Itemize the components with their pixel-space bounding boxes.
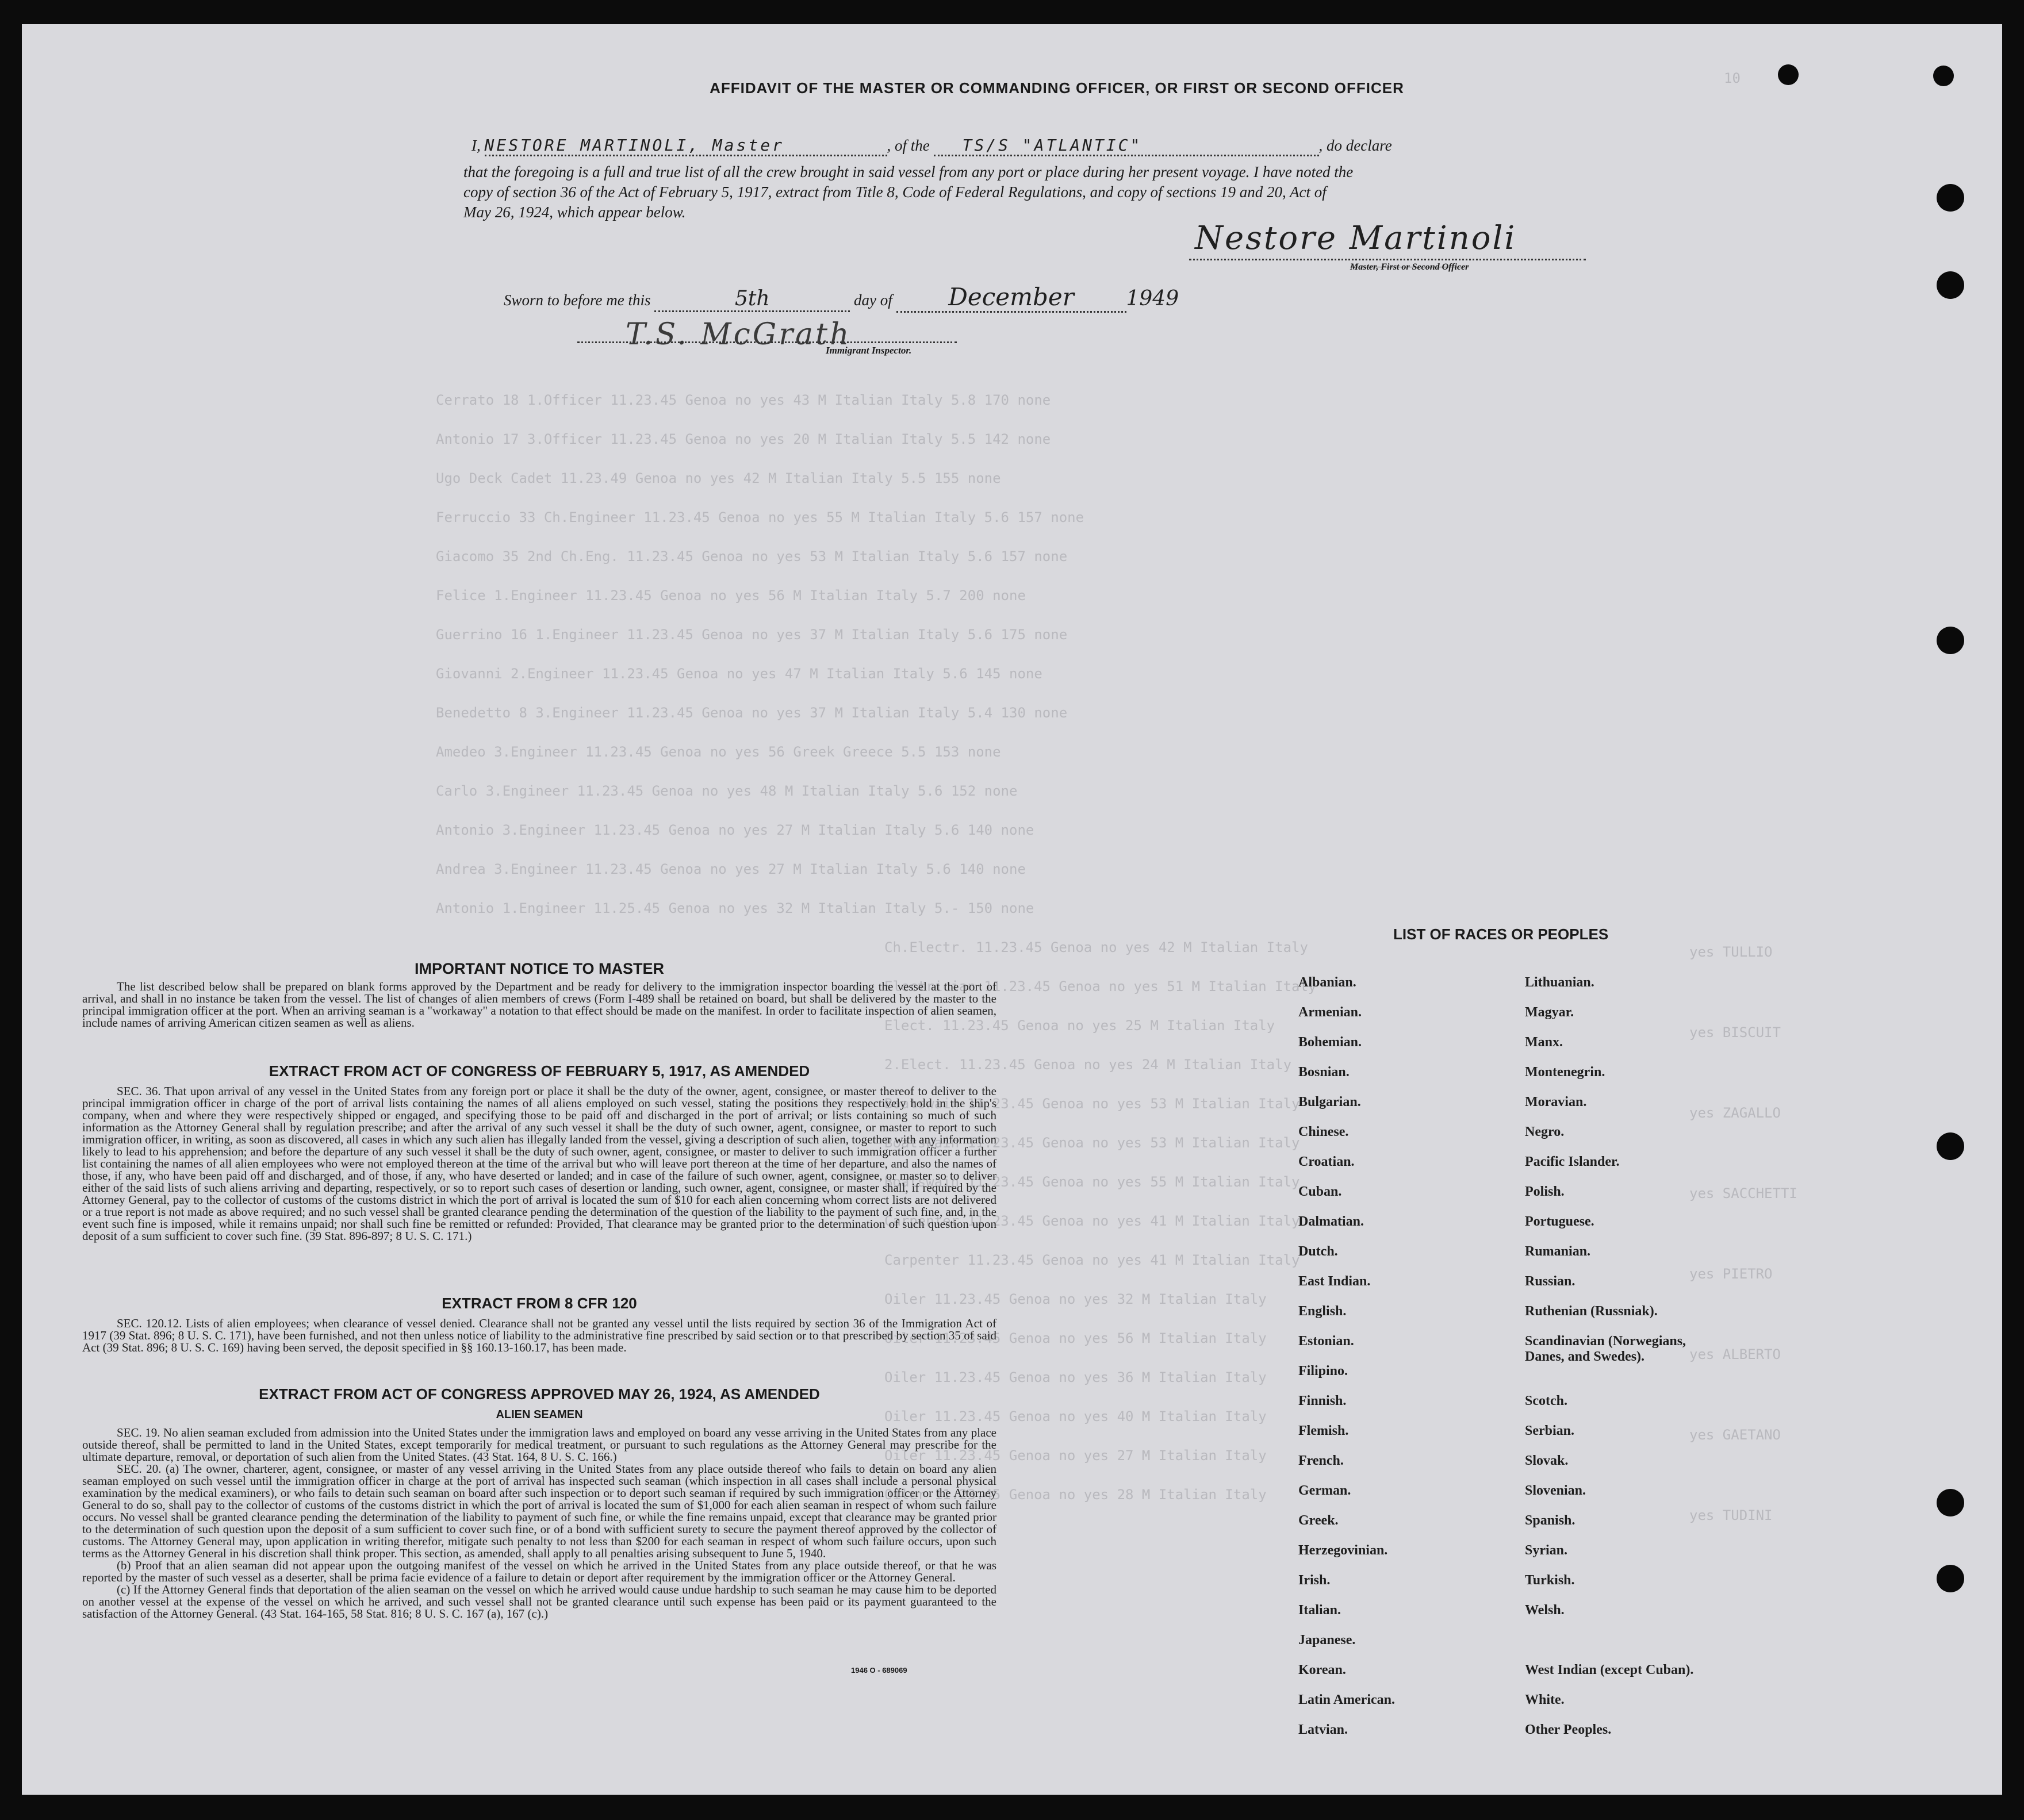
sec19-text: SEC. 19. No alien seaman excluded from admission into the United States under the immigration laws and employed on board any vesse arriving in the United States from any place outside thereof, shall be permitted to land in the United States, except temporarily for medical treatment, or pursuant to such regulations as the Attorney General may prescribe for the ultimate departure, removal, or deportation of such alien from the United States. (43 Stat. 164, 8 U. S. C. 166.) [82,1426,996,1464]
punch-hole [1937,184,1964,212]
race-left-item: Japanese. [1298,1633,1356,1648]
race-left-item: Flemish. [1298,1423,1349,1438]
do-declare-label: , do declare [1318,137,1392,154]
form-sheet [22,24,2002,1795]
race-left-item: Latvian. [1298,1722,1348,1737]
race-left-item: Filipino. [1298,1364,1348,1379]
race-left-item: Bohemian. [1298,1035,1362,1050]
race-left-item: Estonian. [1298,1334,1354,1349]
race-right-item: Pacific Islander. [1525,1154,1620,1169]
extract-1924-subheading: ALIEN SEAMEN [496,1408,583,1421]
master-signature-line [1189,259,1586,260]
master-signature: Nestore Martinoli [1195,220,1517,257]
race-right-item: Slovenian. [1525,1483,1586,1498]
race-right-item: Rumanian. [1525,1244,1591,1259]
inspector-signature: T.S. McGrath [626,317,852,352]
race-right-item: Serbian. [1525,1423,1575,1438]
race-left-item: Korean. [1298,1662,1346,1677]
race-right-item: West Indian (except Cuban). [1525,1662,1694,1677]
master-caption: Master, First or Second Officer [1350,262,1469,272]
extract-cfr-heading: EXTRACT FROM 8 CFR 120 [442,1295,637,1312]
race-left-item: Chinese. [1298,1124,1349,1139]
race-right-item: Scotch. [1525,1393,1567,1408]
race-left-item: Greek. [1298,1513,1339,1528]
race-right-item: Russian. [1525,1274,1575,1289]
race-right-item: Ruthenian (Russniak). [1525,1304,1658,1319]
race-right-item: Other Peoples. [1525,1722,1612,1737]
declaration-body [463,162,1631,222]
punch-hole [1937,271,1964,299]
sworn-month-field: December [896,283,1126,313]
declaration-body-line3: May 26, 1924, which appear below. [463,203,686,221]
of-the-label: , of the [887,137,930,154]
race-left-item: Croatian. [1298,1154,1355,1169]
sec20b-text: (b) Proof that an alien seaman did not appear upon the outgoing manifest of the vessel on which he arrived in the United States from any place outside thereof, or that he was reported by the master of such vessel as a deserter, shall be prima facie evidence of a failure to detain or deport after requirement by the immigration officer or the Attorney General. [82,1558,996,1584]
race-left-item: English. [1298,1304,1347,1319]
notice-heading: IMPORTANT NOTICE TO MASTER [415,960,664,977]
race-right-item: Spanish. [1525,1513,1575,1528]
sworn-year-field: 1949 [1126,287,1179,310]
sworn-day-field: 5th [654,287,850,312]
extract-cfr-text: SEC. 120.12. Lists of alien employees; when clearance of vessel denied. Clearance shall not be granted any vessel until the lists required by section 36 of the Immigration Act of 1917 (39 Stat. 896; 8 U. S. C. 171), have been furnished, and not then unless notice of liability to the administrative fine prescribed by said section or to that prescribed by section 35 of said Act (39 Stat. 896; 8 U. S. C. 169) having been served, the deposit specified in §§ 160.13-160.17, has been made. [82,1316,996,1354]
extract-1924-heading: EXTRACT FROM ACT OF CONGRESS APPROVED MAY 26, 1924, AS AMENDED [259,1385,820,1403]
declaration-line [471,136,1621,156]
declaration-body-line1: that the foregoing is a full and true list of all the crew brought in said vessel from any port or place during her present voyage. I have noted the [463,163,1354,181]
sec20-text: SEC. 20. (a) The owner, charterer, agent, consignee, or master of any vessel arriving in the United States from any place outside thereof who fails to detain on board any alien seaman employed on such vessel until the immigration officer in charge at the port of arrival has inspected such seaman (which inspection in all cases shall include a personal physical examination by the medical examiners), or who fails to detain such seaman on board after such inspection or to deport such seaman if required by such immigration officer or the Attorney General to do so, shall pay to the collector of customs of the customs district in which the port of arrival is located the sum of $1,000 for each alien seaman in respect of whom such failure occurs. No vessel shall be granted clearance pending the determination of the liability to payment of such fine, or while the fine remains unpaid, except that clearance may be granted prior to the determination of such question upon the deposit of a sum sufficient to cover such fine, or of a bond with sufficient surety to secure the payment thereof approved by the collector of customs. The Attorney General may, upon application in writing therefor, mitigate such penalty to not less than $200 for each seaman in respect of whom such failure occurs, upon such terms as the Attorney General in his discretion shall think proper. This section, as amended, shall apply to all penalties arising subsequent to June 5, 1940. [82,1462,996,1560]
race-left-item: Irish. [1298,1573,1331,1588]
race-right-item: Portuguese. [1525,1214,1594,1229]
race-right-item: Welsh. [1525,1603,1565,1618]
race-right-item: Magyar. [1525,1005,1574,1020]
notice-text: The list described below shall be prepared on blank forms approved by the Department and be ready for delivery to the immigration inspector boarding the vessel at the port of arrival, and shall in no instance be taken from the vessel. The list of changes of alien members of crews (Form I-489 shall be retained on board, but shall be delivered by the master to the principal immigration officer at the port. When an arriving seaman is a "workaway" a notation to that effect should be made on the manifest. In order to facilitate inspection of alien seamen, include names of arriving American citizen seamen as well as aliens. [82,980,996,1030]
race-right-item: Slovak. [1525,1453,1569,1468]
race-right-item: Syrian. [1525,1543,1568,1558]
race-left-item: Finnish. [1298,1393,1347,1408]
i-prefix: I, [471,137,481,154]
race-right-item: Manx. [1525,1035,1563,1050]
extract-1917-heading: EXTRACT FROM ACT OF CONGRESS OF FEBRUARY 5, 1917, AS AMENDED [269,1062,810,1080]
race-right-item: Moravian. [1525,1095,1587,1109]
bleed-through-background: 10 Cerrato 18 1.Officer 11.23.45 Genoa no yes 43 M Italian Italy 5.8 170 none Antonio 17 3.Officer 11.23.45 Genoa no yes 20 M Italian Italy 5.5 142 none Ugo Deck Cadet 11.23.49 Genoa no yes 42 M Italian Italy 5.5 155 none Ferruccio 33 Ch.Engineer 11.23.45 Genoa no yes 55 M Italian Italy 5.6 157 none Giacomo 35 2nd Ch.Eng. 11.23.45 Genoa no yes 53 M Italian Italy 5.6 157 none Felice 1.Engineer 11.23.45 Genoa no yes 56 M Italian Italy 5.7 200 none Guerrino 16 1.Engineer 11.23.45 Genoa no yes 37 M Italian Italy 5.6 175 none Giovanni 2.Engineer 11.23.45 Genoa no yes 47 M Italian Italy 5.6 145 none Benedetto 8 3.Engineer 11.23.45 Genoa no yes 37 M Italian Italy 5.4 130 none Amedeo 3.Engineer 11.23.45 Genoa no yes 56 Greek Greece 5.5 153 none Carlo 3.Engineer 11.23.45 Genoa no yes 48 M Italian Italy 5.6 152 none Antonio 3.Engineer 11.23.45 Genoa no yes 27 M Italian Italy 5.6 140 none Andrea 3.Engineer 11.23.45 Genoa no yes 27 M Italian Italy 5.6 140 none Antonio 1.Engineer 11.25.45 Genoa no yes 32 M Italian Italy 5.- 150 none Ch.Electr. 11.23.45 Genoa no yes 42 M Italian Italy Electrician 11.23.45 Genoa no yes 51 M Italian Italy Elect. 11.23.45 Genoa no yes 25 M Italian Italy 2.Elect. 11.23.45 Genoa no yes 24 M Italian Italy Boatswain 11.23.45 Genoa no yes 53 M Italian Italy Boatswain 11.23.45 Genoa no yes 53 M Italian Italy Boatswain 11.23.45 Genoa no yes 55 M Italian Italy Carpenter 11.23.45 Genoa no yes 41 M Italian Italy Carpenter 11.23.45 Genoa no yes 41 M Italian Italy Oiler 11.23.45 Genoa no yes 32 M Italian Italy Oiler 11.23.45 Genoa no yes 56 M Italian Italy Oiler 11.23.45 Genoa no yes 36 M Italian Italy Oiler 11.23.45 Genoa no yes 40 M Italian Italy Oiler 11.23.45 Genoa no yes 27 M Italian Italy Oiler 11.23.45 Genoa no yes 28 M Italian Italy yes TULLIO yes BISCUIT yes ZAGALLO yes SACCHETTI yes PIETRO yes ALBERTO yes GAETANO yes TUDINI [436,70,1797,1523]
punch-hole [1937,1489,1964,1516]
race-left-item: Dutch. [1298,1244,1338,1259]
affidavit-title: AFFIDAVIT OF THE MASTER OR COMMANDING OFFICER, OR FIRST OR SECOND OFFICER [710,79,1404,97]
punch-hole [1933,66,1954,86]
punch-hole [1937,627,1964,654]
race-left-item: East Indian. [1298,1274,1371,1289]
race-left-item: German. [1298,1483,1351,1498]
races-heading: LIST OF RACES OR PEOPLES [1393,926,1609,943]
race-left-item: Albanian. [1298,975,1356,990]
extract-1924-sections [82,1427,996,1620]
race-left-item: Armenian. [1298,1005,1362,1020]
race-left-item: Cuban. [1298,1184,1342,1199]
race-right-item: Turkish. [1525,1573,1575,1588]
race-left-item: Italian. [1298,1603,1341,1618]
day-of-label: day of [854,291,892,309]
inspector-signature-line [577,341,957,343]
race-right-item: Montenegrin. [1525,1065,1605,1080]
punch-hole [1778,64,1799,85]
race-left-item: Bulgarian. [1298,1095,1361,1109]
punch-hole [1937,1565,1964,1592]
race-right-item: Negro. [1525,1124,1565,1139]
sworn-prefix: Sworn to before me this [504,291,651,309]
print-code: 1946 O - 689069 [851,1666,907,1675]
race-left-item: Herzegovinian. [1298,1543,1388,1558]
declaration-body-line2: copy of section 36 of the Act of February 5, 1917, extract from Title 8, Code of Federal Regulations, and copy of sections 19 and 20, Act of [463,183,1327,201]
inspector-caption: Immigrant Inspector. [826,345,912,356]
sec20c-text: (c) If the Attorney General finds that deportation of the alien seaman on the vessel on which he arrived would cause undue hardship to such seaman he may cause him to be deported on another vessel at the expense of the vessel on which he arrived, and such vessel shall not be granted clearance until such expense has been paid or its payment guaranteed to the satisfaction of the Attorney General. (43 Stat. 164-165, 58 Stat. 816; 8 U. S. C. 167 (a), 167 (c).) [82,1583,996,1621]
race-right-item: Polish. [1525,1184,1565,1199]
race-left-item: Bosnian. [1298,1065,1350,1080]
race-right-item: Lithuanian. [1525,975,1594,990]
race-left-item: Dalmatian. [1298,1214,1364,1229]
extract-1917-text: SEC. 36. That upon arrival of any vessel in the United States from any foreign port or place it shall be the duty of the owner, agent, consignee, or master thereof to deliver to the principal immigration officer in charge of the port of arrival lists containing the names of all aliens employed on such vessel, stating the positions they respectively hold in the ship's company, when and where they were respectively shipped or engaged, and specifying those to be paid off and discharged in the port of arrival; or lists containing so much of such information as the Attorney General shall by regulation prescribe; and after the arrival of any such vessel it shall be the duty of such owner, agent, consignee, or master to report to such immigration officer, in writing, as soon as discovered, all cases in which any such alien has illegally landed from the vessel, giving a description of such alien, together with any information likely to lead to his apprehension; and before the departure of any such vessel it shall be the duty of such owner, agent, consignee, or master to deliver to such immigration officer a further list containing the names of all alien employees who were not employed thereon at the time of the arrival but who will leave port thereon at the time of her departure, and also the names of those, if any, who have been paid off and discharged, and of those, if any, who have deserted or landed; and in case of the failure of such owner, agent, consignee, or master so to deliver either of the said lists of such aliens arriving and departing, respectively, or so to report such cases of desertion or landing, such owner, agent, consignee, or master shall, if required by the Attorney General, pay to the collector of customs of the customs district in which the port of arrival is located the sum of $10 for each alien concerning whom correct lists are not delivered or a true report is not made as above required; and no such vessel shall be granted clearance pending the determination of the question of the liability to the payment of such fine, and, in the event such fine is imposed, while it remains unpaid; nor shall such fine be remitted or refunded: Provided, That clearance may be granted prior to the determination of such question upon deposit of a sum sufficient to cover such fine. (39 Stat. 896-897; 8 U. S. C. 171.) [82,1084,996,1243]
punch-hole [1937,1132,1964,1160]
race-left-item: Latin American. [1298,1692,1395,1707]
race-right-item: White. [1525,1692,1565,1707]
race-left-item: French. [1298,1453,1344,1468]
sworn-line [504,283,1179,313]
master-name-field: NESTORE MARTINOLI, Master [485,136,887,156]
race-right-item: Scandinavian (Norwegians, Danes, and Swedes). [1525,1334,1686,1364]
vessel-name-field: TS/S "ATLANTIC" [934,136,1319,156]
